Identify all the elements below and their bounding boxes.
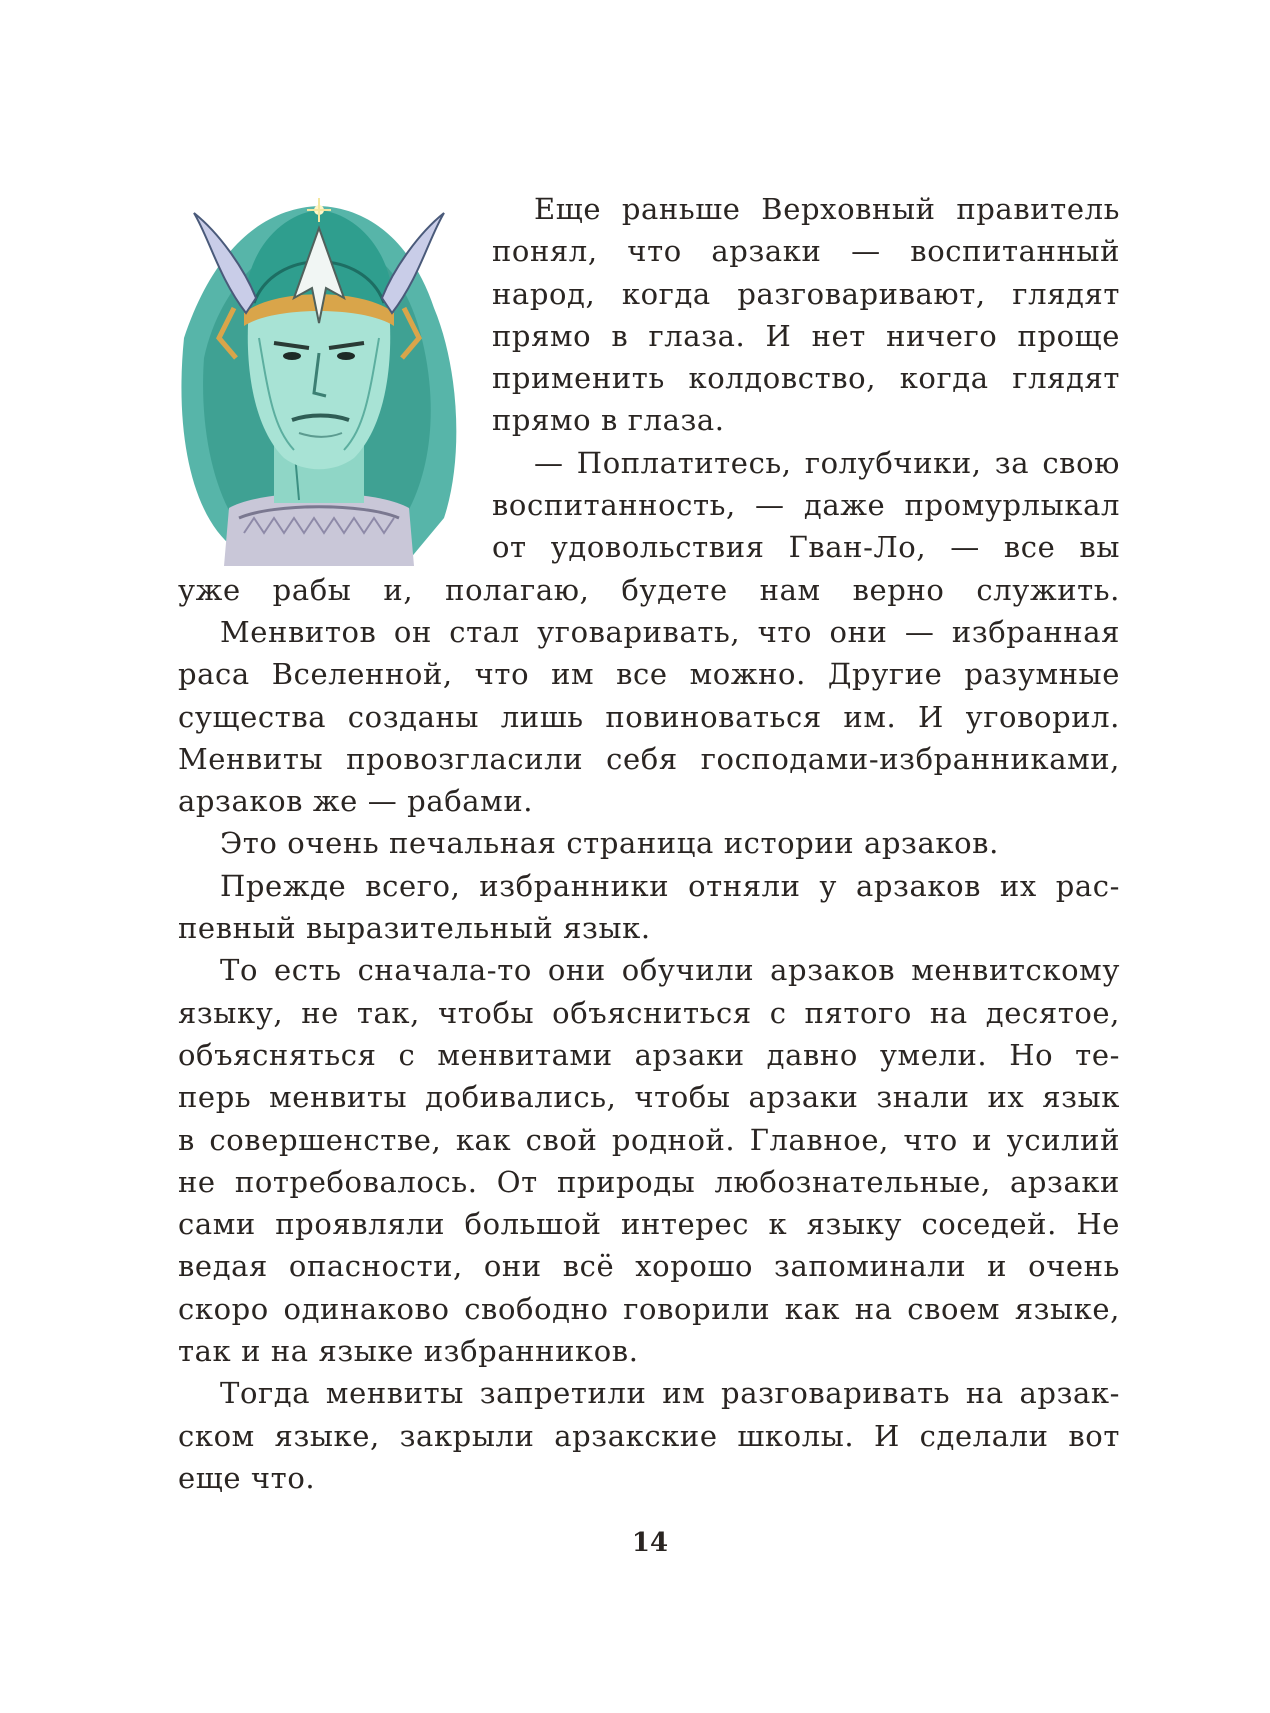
text-line: в совершенстве, как свой родной. Главное, что и усилий — [178, 1122, 1120, 1157]
text-line: сами проявляли большой интерес к языку соседей. Не — [178, 1207, 1120, 1242]
text-line: существа созданы лишь повиноваться им. И уговорил. — [178, 699, 1120, 734]
text-line: еще что. — [178, 1460, 316, 1495]
text-line: скоро одинаково свободно говорили как на своем языке, — [178, 1291, 1120, 1326]
text-line: уже рабы и, полагаю, будете нам верно служить. — [178, 572, 1120, 607]
text-line: Тогда менвиты запретили им разговаривать на арзак- — [220, 1376, 1120, 1411]
text-line: перь менвиты добивались, чтобы арзаки знали их язык — [178, 1080, 1120, 1115]
text-line: Еще раньше Верховный правитель — [534, 192, 1120, 226]
text-line: — Поплатитесь, голубчики, за свою — [534, 445, 1120, 480]
text-line: раса Вселенной, что им все можно. Другие разумные — [178, 657, 1120, 692]
text-line: объясняться с менвитами арзаки давно умели. Но те- — [178, 1037, 1120, 1072]
page-number: 14 — [631, 1528, 669, 1558]
text-line: Прежде всего, избранники отняли у арзаков их рас- — [220, 868, 1120, 903]
text-line: понял, что арзаки — воспитанный — [492, 234, 1120, 269]
text-line: не потребовалось. От природы любознательные, арзаки — [178, 1164, 1120, 1199]
text-line: прямо в глаза. И нет ничего проще — [492, 318, 1120, 353]
text-line: То есть сначала-то они обучили арзаков менвитскому — [220, 953, 1120, 988]
arzak-helmet-portrait-icon — [174, 188, 464, 566]
text-line: Менвиты провозгласили себя господами-избранниками, — [178, 741, 1120, 776]
text-line: от удовольствия Гван-Ло, — все вы — [492, 530, 1120, 565]
text-line: ведая опасности, они всё хорошо запоминали и очень — [178, 1249, 1120, 1284]
text-line: прямо в глаза. — [492, 403, 725, 438]
text-line: арзаков же — рабами. — [178, 784, 534, 819]
text-line: так и на языке избранников. — [178, 1334, 639, 1369]
body-text — [178, 188, 1120, 1499]
text-line: певный выразительный язык. — [178, 911, 651, 946]
text-line: воспитанность, — даже промурлыкал — [492, 488, 1120, 523]
text-line: Менвитов он стал уговаривать, что они — избранная — [220, 614, 1120, 649]
text-line: народ, когда разговаривают, глядят — [492, 276, 1120, 311]
text-line: применить колдовство, когда глядят — [492, 361, 1120, 396]
text-line: Это очень печальная страница истории арзаков. — [220, 826, 999, 861]
text-line: языку, не так, чтобы объясниться с пятого на десятое, — [178, 995, 1120, 1030]
text-line: ском языке, закрыли арзакские школы. И сделали вот — [178, 1418, 1120, 1453]
